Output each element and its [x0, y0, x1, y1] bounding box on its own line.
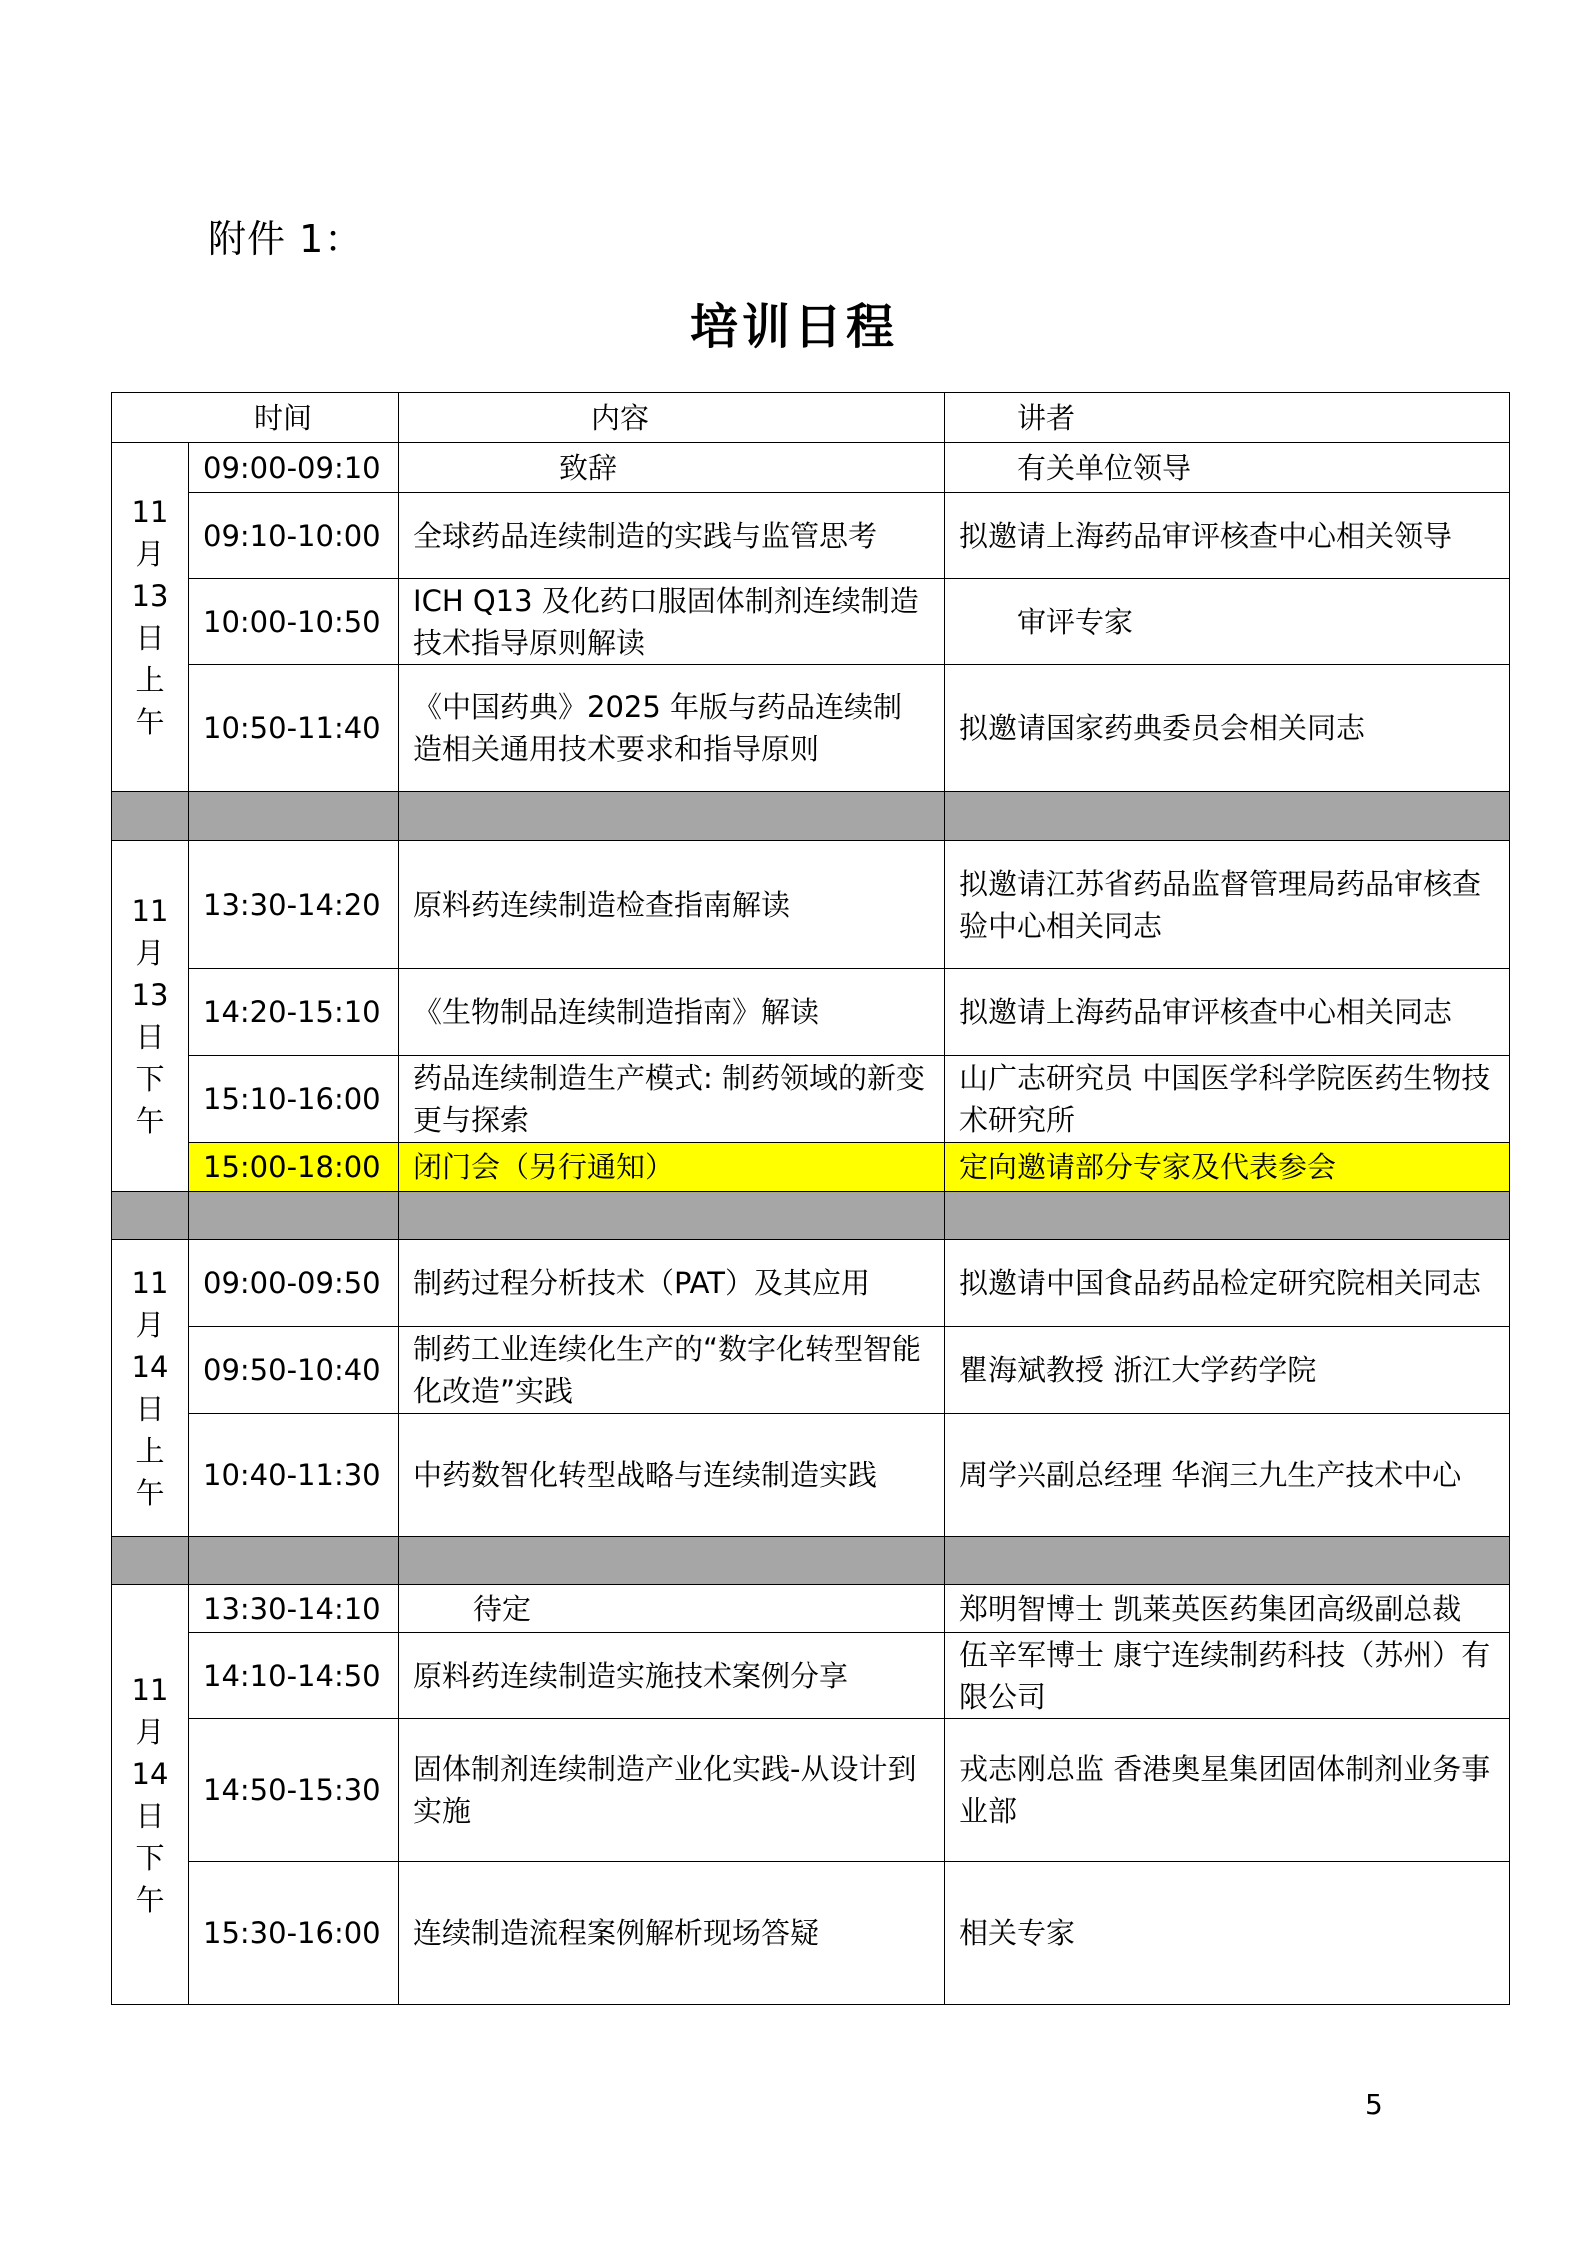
table-row	[112, 1240, 1510, 1327]
break-separator-row	[112, 792, 1510, 841]
speaker-cell: 郑明智博士 凯莱英医药集团高级副总裁	[945, 1585, 1510, 1633]
speaker-cell: 拟邀请上海药品审评核查中心相关同志	[945, 969, 1510, 1056]
time-cell: 13:30-14:10	[189, 1585, 399, 1633]
time-cell: 15:00-18:00	[189, 1143, 399, 1192]
content-cell: 药品连续制造生产模式: 制药领域的新变更与探索	[399, 1056, 945, 1143]
content-cell: 全球药品连续制造的实践与监管思考	[399, 493, 945, 579]
time-cell: 14:10-14:50	[189, 1633, 399, 1719]
speaker-cell: 戎志刚总监 香港奥星集团固体制剂业务事业部	[945, 1719, 1510, 1862]
day-label-13-pm: 11 月 13 日 下 午	[112, 841, 189, 1192]
time-cell: 09:10-10:00	[189, 493, 399, 579]
content-cell: 原料药连续制造检查指南解读	[399, 841, 945, 969]
time-cell: 15:30-16:00	[189, 1862, 399, 2005]
time-cell: 10:40-11:30	[189, 1414, 399, 1537]
schedule-table	[111, 392, 1510, 2005]
table-row	[112, 841, 1510, 969]
time-cell: 15:10-16:00	[189, 1056, 399, 1143]
content-cell: 连续制造流程案例解析现场答疑	[399, 1862, 945, 2005]
content-cell: 《中国药典》2025 年版与药品连续制造相关通用技术要求和指导原则	[399, 665, 945, 792]
speaker-cell: 审评专家	[945, 579, 1510, 665]
table-row	[112, 1719, 1510, 1862]
content-cell: ICH Q13 及化药口服固体制剂连续制造技术指导原则解读	[399, 579, 945, 665]
time-cell: 09:00-09:50	[189, 1240, 399, 1327]
time-cell: 09:00-09:10	[189, 443, 399, 493]
speaker-cell: 周学兴副总经理 华润三九生产技术中心	[945, 1414, 1510, 1537]
speaker-cell: 瞿海斌教授 浙江大学药学院	[945, 1327, 1510, 1414]
content-cell: 闭门会（另行通知）	[399, 1143, 945, 1192]
speaker-cell: 拟邀请上海药品审评核查中心相关领导	[945, 493, 1510, 579]
table-row	[112, 443, 1510, 493]
header-time: 时间	[112, 393, 399, 443]
speaker-cell: 拟邀请江苏省药品监督管理局药品审核查验中心相关同志	[945, 841, 1510, 969]
content-cell: 待定	[399, 1585, 945, 1633]
time-cell: 14:20-15:10	[189, 969, 399, 1056]
content-cell: 致辞	[399, 443, 945, 493]
time-cell: 10:00-10:50	[189, 579, 399, 665]
day-label-14-am: 11 月 14 日 上 午	[112, 1240, 189, 1537]
speaker-cell: 山广志研究员 中国医学科学院医药生物技术研究所	[945, 1056, 1510, 1143]
table-row	[112, 1414, 1510, 1537]
time-cell: 09:50-10:40	[189, 1327, 399, 1414]
speaker-cell: 拟邀请中国食品药品检定研究院相关同志	[945, 1240, 1510, 1327]
page-number: 5	[1365, 2088, 1383, 2121]
table-row-highlighted	[112, 1143, 1510, 1192]
table-row	[112, 579, 1510, 665]
time-cell: 10:50-11:40	[189, 665, 399, 792]
content-cell: 《生物制品连续制造指南》解读	[399, 969, 945, 1056]
content-cell: 制药工业连续化生产的“数字化转型智能化改造”实践	[399, 1327, 945, 1414]
header-speaker: 讲者	[945, 393, 1510, 443]
day-label-14-pm: 11 月 14 日 下 午	[112, 1585, 189, 2005]
speaker-cell: 伍辛军博士 康宁连续制药科技（苏州）有限公司	[945, 1633, 1510, 1719]
day-label-13-am: 11 月 13 日 上 午	[112, 443, 189, 792]
header-content: 内容	[399, 393, 945, 443]
table-row	[112, 1327, 1510, 1414]
table-header-row	[112, 393, 1510, 443]
table-row	[112, 1056, 1510, 1143]
speaker-cell: 相关专家	[945, 1862, 1510, 2005]
content-cell: 固体制剂连续制造产业化实践-从设计到实施	[399, 1719, 945, 1862]
content-cell: 制药过程分析技术（PAT）及其应用	[399, 1240, 945, 1327]
page-title: 培训日程	[689, 299, 898, 355]
content-cell: 原料药连续制造实施技术案例分享	[399, 1633, 945, 1719]
speaker-cell: 拟邀请国家药典委员会相关同志	[945, 665, 1510, 792]
attachment-label: 附件 1：	[208, 217, 364, 261]
table-row	[112, 1585, 1510, 1633]
table-row	[112, 1633, 1510, 1719]
speaker-cell: 有关单位领导	[945, 443, 1510, 493]
table-row	[112, 969, 1510, 1056]
speaker-cell: 定向邀请部分专家及代表参会	[945, 1143, 1510, 1192]
time-cell: 14:50-15:30	[189, 1719, 399, 1862]
table-row	[112, 1862, 1510, 2005]
time-cell: 13:30-14:20	[189, 841, 399, 969]
break-separator-row	[112, 1192, 1510, 1240]
table-row	[112, 665, 1510, 792]
table-row	[112, 493, 1510, 579]
content-cell: 中药数智化转型战略与连续制造实践	[399, 1414, 945, 1537]
break-separator-row	[112, 1537, 1510, 1585]
